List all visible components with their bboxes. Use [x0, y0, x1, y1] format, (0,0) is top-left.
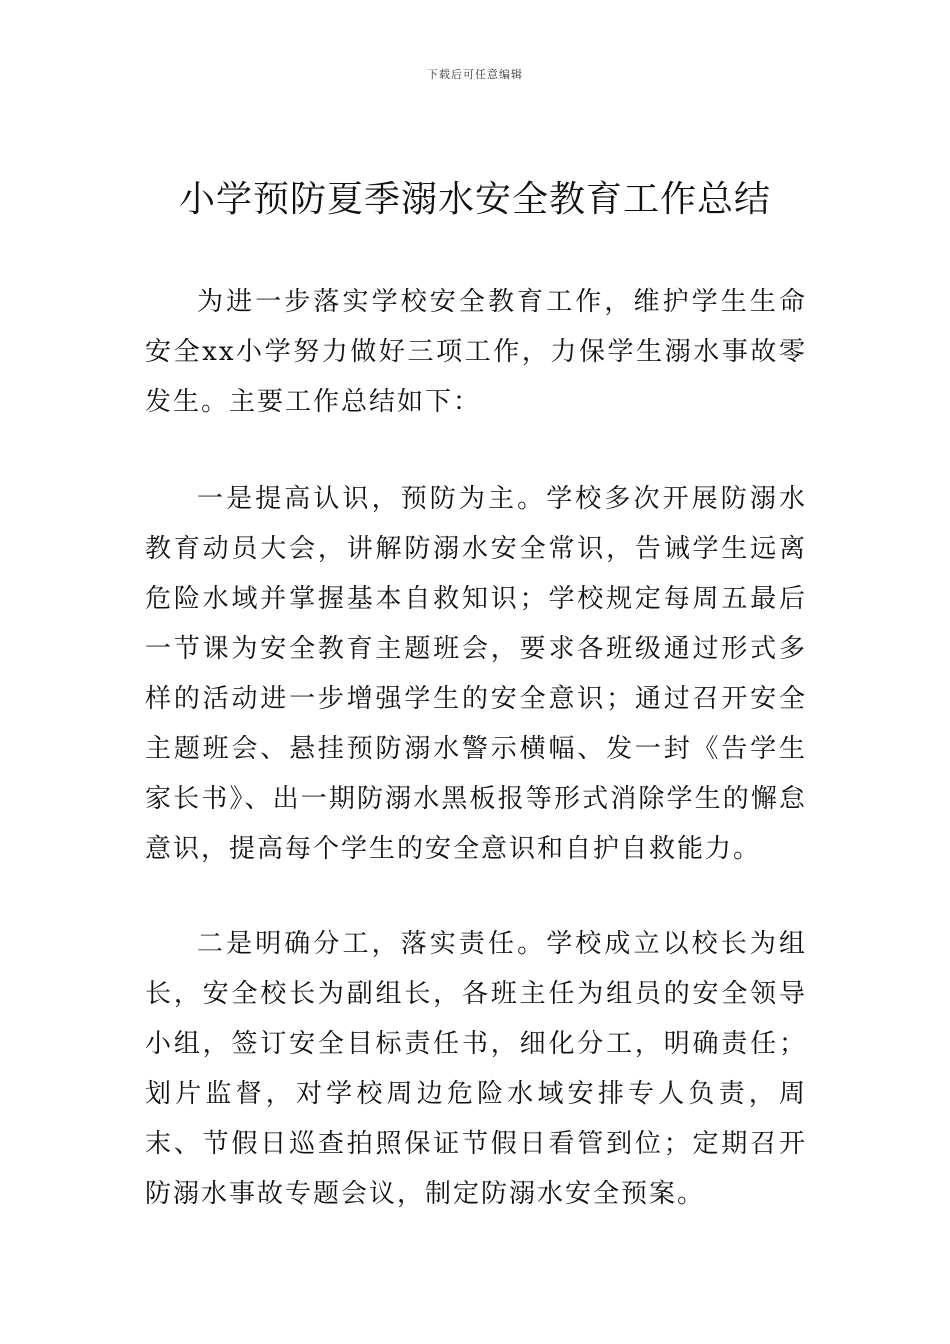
paragraph-point-two: 二是明确分工，落实责任。学校成立以校长为组长，安全校长为副组长，各班主任为组员的安全领导小组，签订安全目标责任书，细化分工，明确责任；划片监督，对学校周边危险水域安排专人负责，周末、节假日巡查拍照保证节假日看管到位；定期召开防溺水事故专题会议，制定防溺水安全预案。	[145, 929, 807, 1209]
header-note: 下载后可任意编辑	[427, 68, 523, 81]
paragraph-intro: 为进一步落实学校安全教育工作，维护学生生命安全xx小学努力做好三项工作，力保学生溺水事故零发生。主要工作总结如下：	[145, 287, 807, 417]
document-title: 小学预防夏季溺水安全教育工作总结	[178, 179, 771, 220]
paragraph-point-one: 一是提高认识，预防为主。学校多次开展防溺水教育动员大会，讲解防溺水安全常识，告诫学生远离危险水域并掌握基本自救知识；学校规定每周五最后一节课为安全教育主题班会，要求各班级通过形式多样的活动进一步增强学生的安全意识；通过召开安全主题班会、悬挂预防溺水警示横幅、发一封《告学生家长书》、出一期防溺水黑板报等形式消除学生的懈怠意识，提高每个学生的安全意识和自护自救能力。	[145, 484, 807, 864]
